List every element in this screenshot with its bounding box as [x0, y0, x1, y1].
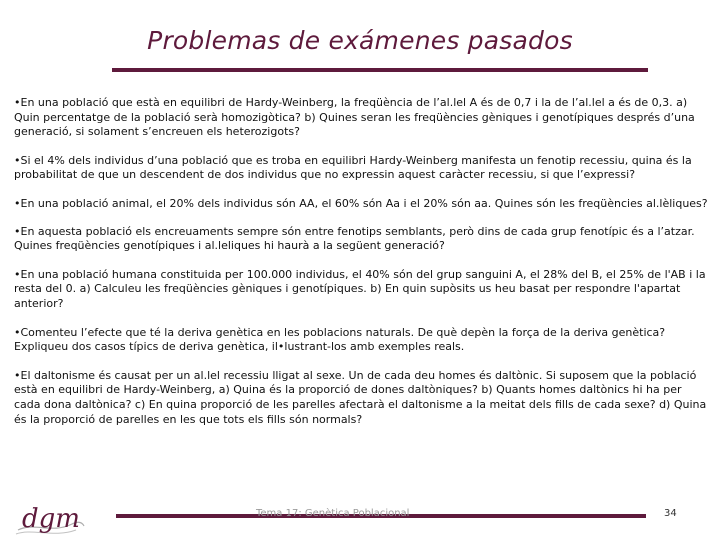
footer-caption: Tema 17: Genètica Poblacional: [256, 508, 410, 519]
problem-item: •En una població que està en equilibri de Hardy-Weinberg, la freqüència de l’al.lel A és de 0,7 i la de l’al.lel a és de 0,3. a) Quin percentatge de la població serà homozigòtica? b) Quines seran les freqüències gèniques i genotípiques després d’una generació, si solament s’encreuen els heterozigots?: [14, 96, 695, 139]
problem-item: •El daltonisme és causat per un al.lel recessiu lligat al sexe. Un de cada deu homes és daltònic. Si suposem que la població està en equilibri de Hardy-Weinberg, a) Quina és la proporció de dones daltòniques? b) Quants homes daltònics hi ha per cada dona daltònica? c) En quina proporció de les parelles afectarà el daltonisme a la meitat dels fills de cada sexe? d) Quina és la proporció de parelles en les que tots els fills són normals?: [14, 368, 707, 426]
dgm-logo: [14, 500, 86, 538]
problem-item: •Comenteu l’efecte que té la deriva genètica en les poblacions naturals. De què depèn la força de la deriva genètica? Expliqueu dos casos típics de deriva genètica, il•lustrant-los amb exemples reals.: [14, 325, 666, 354]
problem-item: •Si el 4% dels individus d’una població que es troba en equilibri Hardy-Weinberg manifesta un fenotip recessiu, quina és la probabilitat de que un descendent de dos individus que no expressin aquest caràcter recessiu, si que l’expressi?: [14, 153, 692, 182]
problem-list: [14, 96, 710, 441]
problem-item: •En una població humana constituida per 100.000 individus, el 40% són del grup sanguini A, el 28% del B, el 25% de l'AB i la resta del 0. a) Calculeu les freqüències gèniques i genotípiques. b) En quin supòsits us heu basat per respondre l'apartat anterior?: [14, 267, 706, 310]
dgm-logo-icon: [14, 500, 86, 538]
page-number: 34: [664, 508, 677, 519]
slide-title: Problemas de exámenes pasados: [147, 26, 573, 55]
svg-text:dgm: dgm: [22, 504, 80, 534]
title-underline: [112, 68, 648, 72]
problem-item: •En una població animal, el 20% dels individus són AA, el 60% són Aa i el 20% són aa. Quines són les freqüències al.lèliques?: [14, 196, 708, 210]
problem-item: •En aquesta població els encreuaments sempre són entre fenotips semblants, però dins de cada grup fenotípic és a l’atzar. Quines freqüències genotípiques i al.leliques hi haurà a la següent generació?: [14, 224, 695, 253]
